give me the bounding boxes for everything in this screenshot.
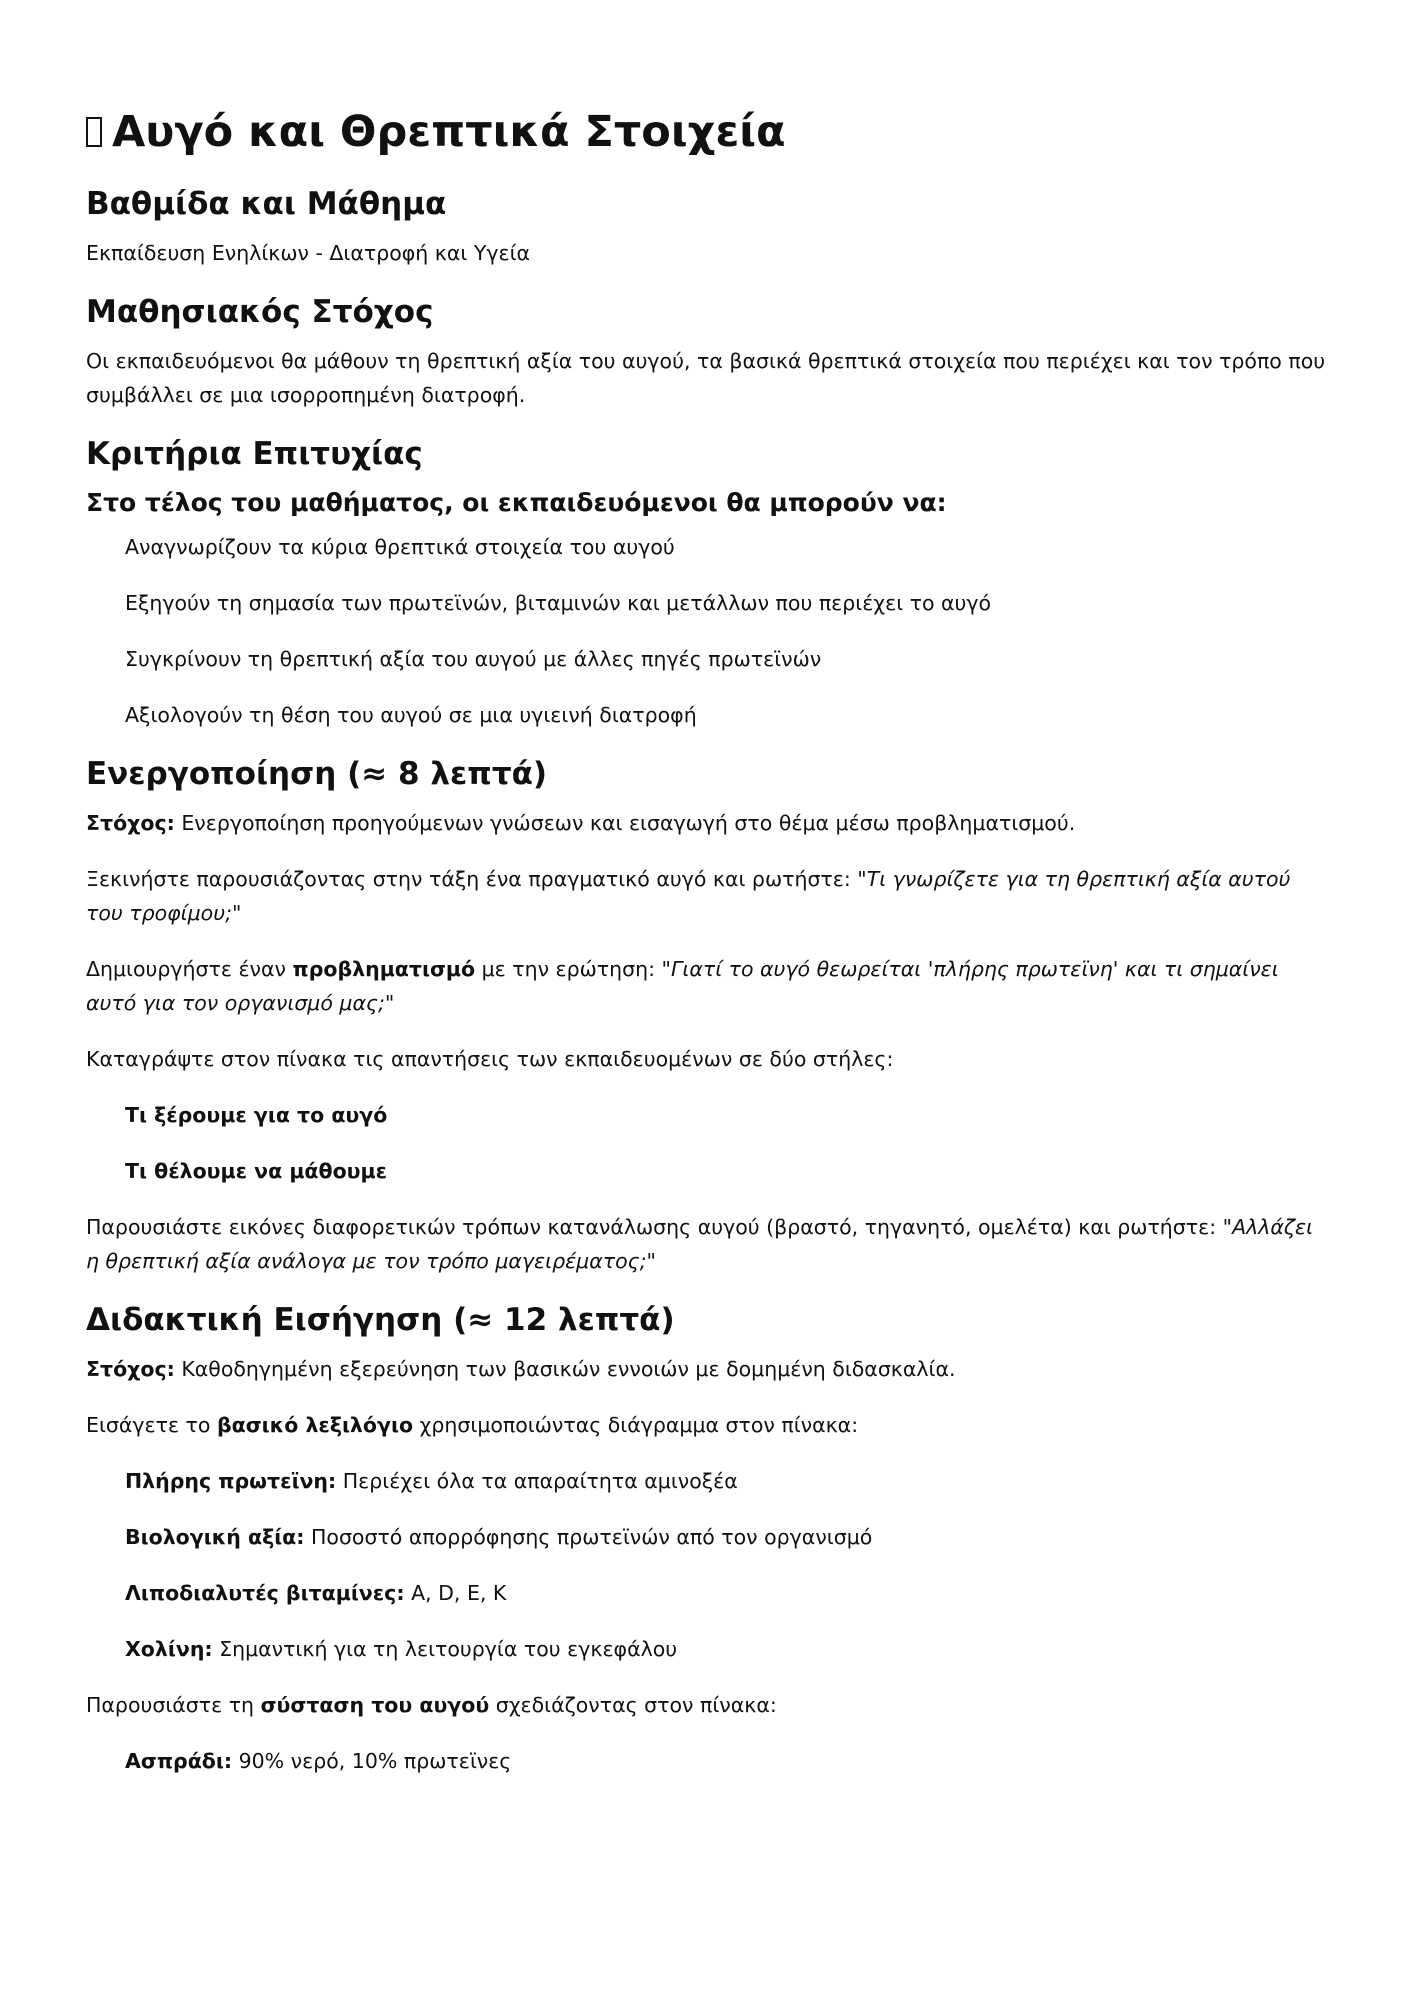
instruction-paragraph-2 xyxy=(86,1688,1326,1722)
criteria-item: Αναγνωρίζουν τα κύρια θρεπτικά στοιχεία του αυγού xyxy=(125,535,675,559)
activation-p2-text-a: Δημιουργήστε έναν xyxy=(86,957,293,981)
activation-column-label: Τι θέλουμε να μάθουμε xyxy=(125,1159,387,1183)
instruction-p1-text-b: χρησιμοποιώντας διάγραμμα στον πίνακα: xyxy=(413,1413,859,1437)
criteria-item: Αξιολογούν τη θέση του αυγού σε μια υγιεινή διατροφή xyxy=(125,703,697,727)
vocabulary-term: Πλήρης πρωτεϊνη: xyxy=(125,1469,337,1493)
vocabulary-item xyxy=(86,1632,1326,1666)
vocabulary-desc: Ποσοστό απορρόφησης πρωτεϊνών από τον οργανισμό xyxy=(304,1525,873,1549)
vocabulary-list xyxy=(86,1464,1326,1666)
composition-term: Ασπράδι: xyxy=(125,1749,233,1773)
composition-item xyxy=(86,1744,1326,1778)
criteria-item: Εξηγούν τη σημασία των πρωτεϊνών, βιταμινών και μετάλλων που περιέχει το αυγό xyxy=(125,591,992,615)
instruction-p1-text-a: Εισάγετε το xyxy=(86,1413,217,1437)
activation-paragraph-4 xyxy=(86,1210,1326,1278)
instruction-paragraph-1 xyxy=(86,1408,1326,1442)
instruction-p2-text-b: σχεδιάζοντας στον πίνακα: xyxy=(489,1693,777,1717)
vocabulary-desc: A, D, E, K xyxy=(404,1581,507,1605)
grade-heading: Βαθμίδα και Μάθημα xyxy=(86,186,447,222)
criteria-item: Συγκρίνουν τη θρεπτική αξία του αυγού με άλλες πηγές πρωτεϊνών xyxy=(125,647,822,671)
instruction-goal-text: Καθοδηγημένη εξερεύνηση των βασικών εννοιών με δομημένη διδασκαλία. xyxy=(174,1357,956,1381)
activation-p4-text: Παρουσιάστε εικόνες διαφορετικών τρόπων κατανάλωσης αυγού (βραστό, τηγανητό, ομελέτα) και ρωτήστε: xyxy=(86,1215,1223,1239)
vocabulary-desc: Σημαντική για τη λειτουργία του εγκεφάλου xyxy=(212,1637,678,1661)
activation-column-item xyxy=(86,1098,1326,1132)
activation-paragraph-2 xyxy=(86,952,1326,1020)
activation-column-label: Τι ξέρουμε για το αυγό xyxy=(125,1103,388,1127)
instruction-p1-bold: βασικό λεξιλόγιο xyxy=(216,1413,414,1437)
lesson-document xyxy=(86,104,1326,1800)
instruction-heading: Διδακτική Εισήγηση (≈ 12 λεπτά) xyxy=(86,1302,675,1338)
activation-p2-quote: "Γιατί το αυγό θεωρείται 'πλήρης πρωτεϊνη' και τι σημαίνει αυτό για τον οργανισμό μας;" xyxy=(86,957,1279,1015)
activation-p1-text: Ξεκινήστε παρουσιάζοντας στην τάξη ένα πραγματικό αυγό και ρωτήστε: xyxy=(86,867,858,891)
activation-goal xyxy=(86,806,1326,840)
grade-text: Εκπαίδευση Ενηλίκων - Διατροφή και Υγεία xyxy=(86,241,531,265)
activation-goal-label: Στόχος: xyxy=(86,811,175,835)
vocabulary-term: Χολίνη: xyxy=(125,1637,213,1661)
instruction-p2-bold: σύσταση του αυγού xyxy=(260,1693,490,1717)
objective-heading: Μαθησιακός Στόχος xyxy=(86,294,434,330)
missing-glyph-icon xyxy=(86,117,102,147)
document-title-text: Αυγό και Θρεπτικά Στοιχεία xyxy=(112,107,786,157)
activation-columns-list xyxy=(86,1098,1326,1188)
vocabulary-term: Βιολογική αξία: xyxy=(125,1525,305,1549)
activation-paragraph-1 xyxy=(86,862,1326,930)
vocabulary-term: Λιποδιαλυτές βιταμίνες: xyxy=(125,1581,405,1605)
composition-list xyxy=(86,1744,1326,1778)
vocabulary-desc: Περιέχει όλα τα απαραίτητα αμινοξέα xyxy=(336,1469,738,1493)
activation-heading: Ενεργοποίηση (≈ 8 λεπτά) xyxy=(86,756,548,792)
activation-p2-text-b: με την ερώτηση: xyxy=(475,957,662,981)
composition-desc: 90% νερό, 10% πρωτεϊνες xyxy=(232,1749,512,1773)
instruction-p2-text-a: Παρουσιάστε τη xyxy=(86,1693,261,1717)
vocabulary-item xyxy=(86,1520,1326,1554)
instruction-goal-label: Στόχος: xyxy=(86,1357,175,1381)
activation-goal-text: Ενεργοποίηση προηγούμενων γνώσεων και εισαγωγή στο θέμα μέσω προβληματισμού. xyxy=(174,811,1076,835)
activation-paragraph-3: Καταγράψτε στον πίνακα τις απαντήσεις των εκπαιδευομένων σε δύο στήλες: xyxy=(86,1047,894,1071)
vocabulary-item xyxy=(86,1576,1326,1610)
criteria-list xyxy=(86,530,1326,732)
activation-column-item xyxy=(86,1154,1326,1188)
vocabulary-item xyxy=(86,1464,1326,1498)
activation-p1-quote: "Τι γνωρίζετε για τη θρεπτική αξία αυτού του τροφίμου;" xyxy=(86,867,1291,925)
document-title xyxy=(86,104,1326,160)
criteria-subheading: Στο τέλος του μαθήματος, οι εκπαιδευόμενοι θα μπορούν να: xyxy=(86,488,947,517)
instruction-goal xyxy=(86,1352,1326,1386)
activation-p4-quote: "Αλλάζει η θρεπτική αξία ανάλογα με τον τρόπο μαγειρέματος;" xyxy=(86,1215,1314,1273)
criteria-heading: Κριτήρια Επιτυχίας xyxy=(86,436,423,472)
objective-text: Οι εκπαιδευόμενοι θα μάθουν τη θρεπτική αξία του αυγού, τα βασικά θρεπτικά στοιχεία που περιέχει και τον τρόπο που συμβάλλει σε μια ισορροπημένη διατροφή. xyxy=(86,349,1326,407)
activation-p2-bold: προβληματισμό xyxy=(292,957,476,981)
